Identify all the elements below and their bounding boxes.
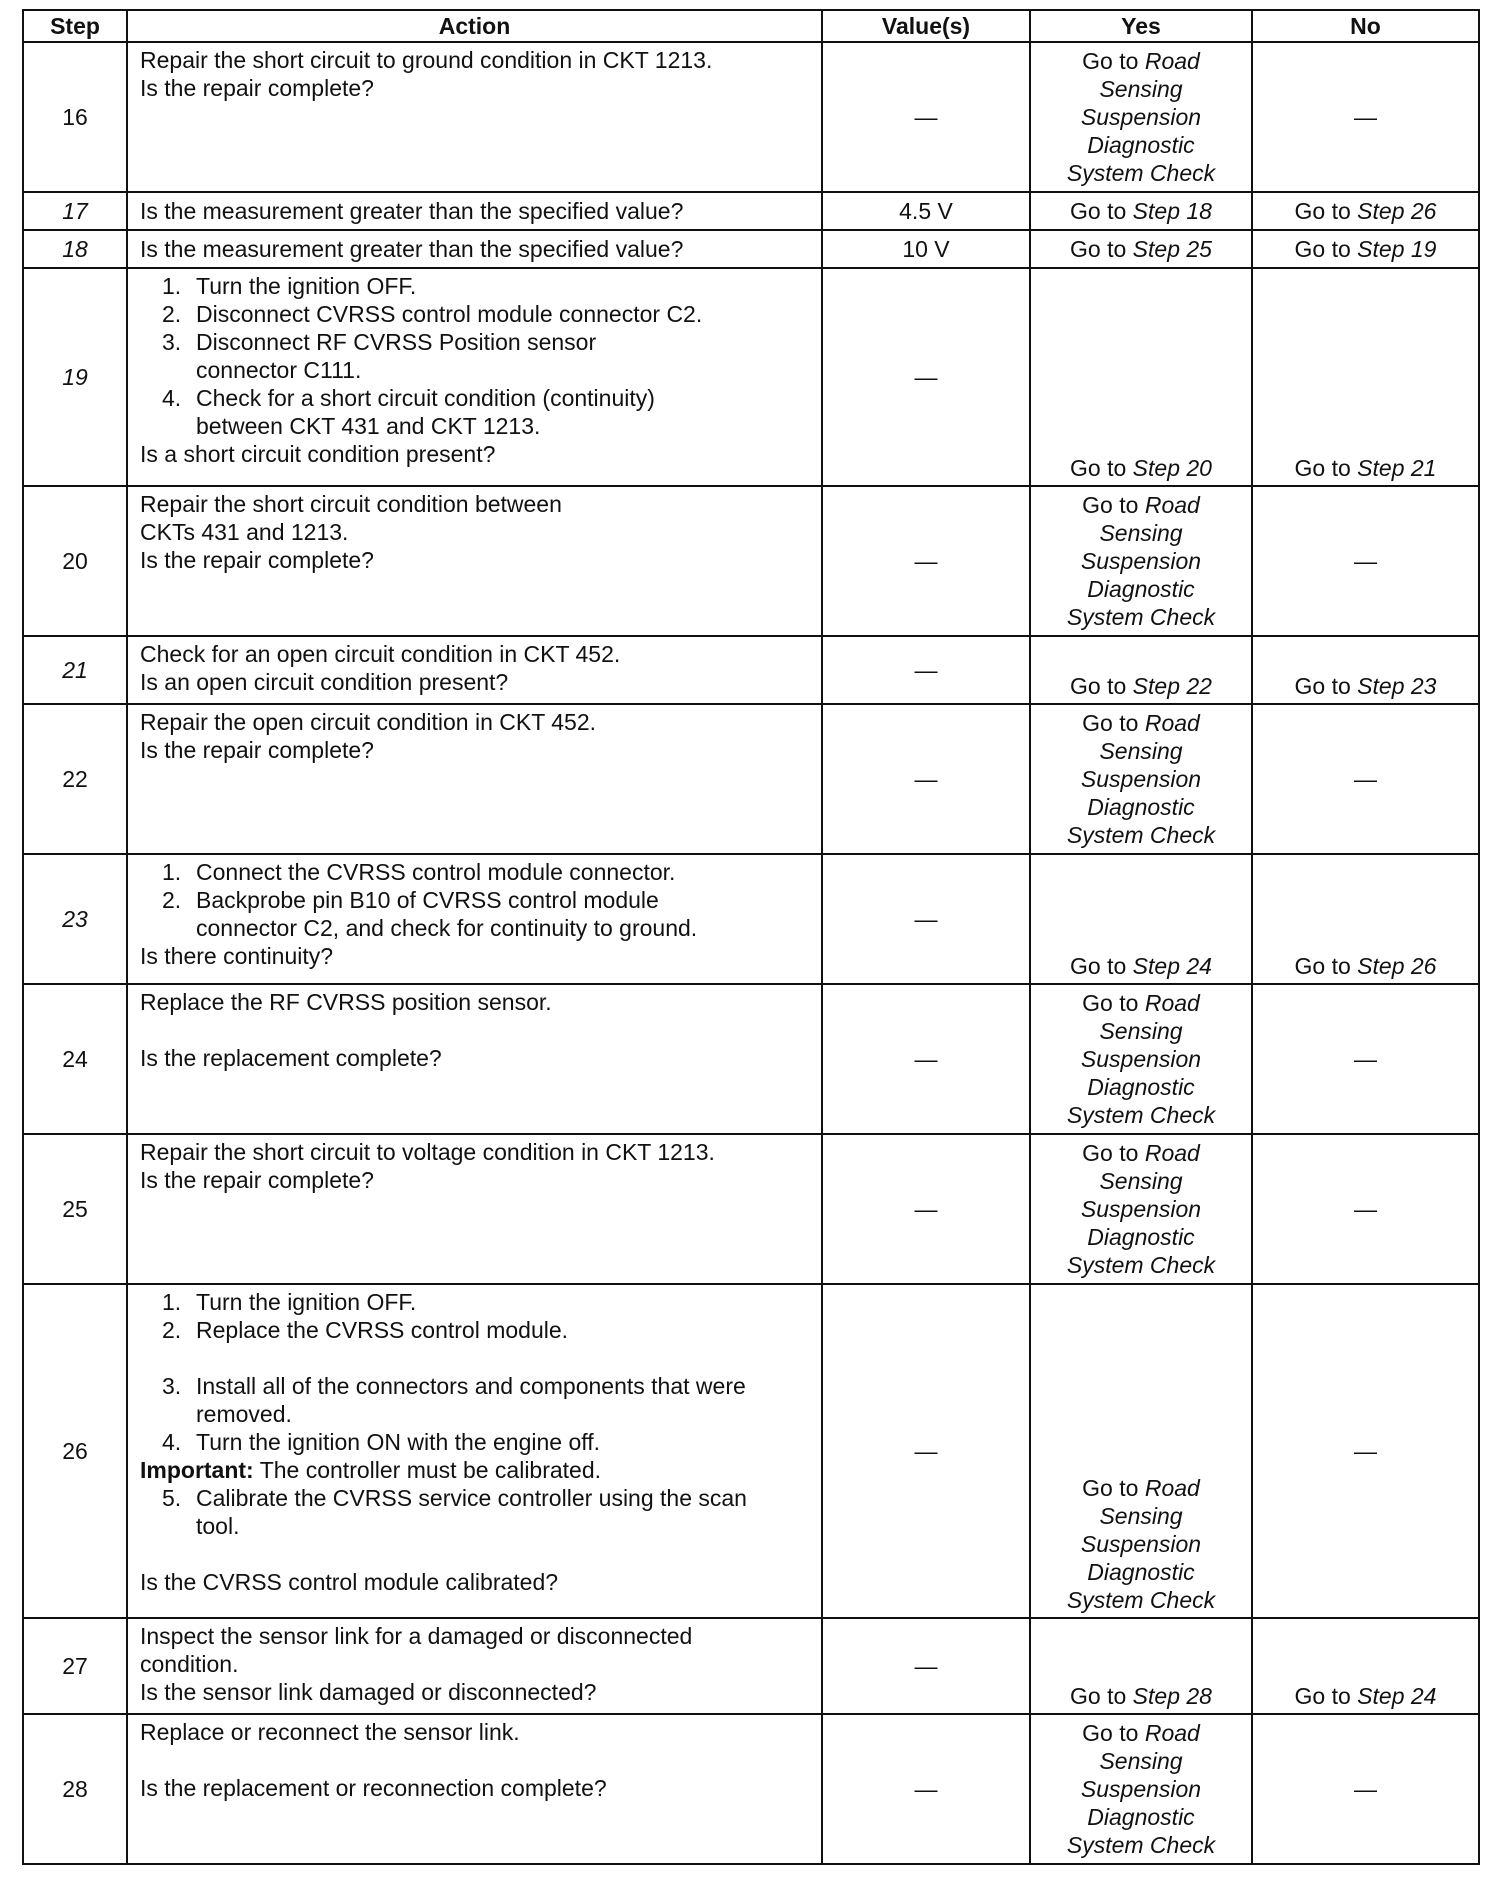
action-step: 3. Disconnect RF CVRSS Position sensor connector C111. [162,329,597,383]
goto-target: Sensing [1099,1018,1183,1044]
goto-target: Step 24 [1132,953,1212,979]
no-cell [1252,486,1479,636]
table-row [23,42,1479,192]
action-question: Is the repair complete? [140,737,374,763]
goto-target: Road [1144,710,1200,736]
goto-prefix: Go to [1294,455,1351,481]
important-label: Important: [140,1457,254,1483]
goto-target: System Check [1066,1832,1216,1858]
goto-target: Suspension [1080,104,1202,130]
action-question: Is the replacement complete? [140,1045,442,1071]
action-question: Is the measurement greater than the specified value? [127,192,822,230]
dash-value: — [1354,548,1377,574]
table-row [23,192,1479,230]
goto-target: Step 22 [1132,673,1212,699]
goto-prefix: Go to [1070,198,1127,224]
step-number: 17 [23,192,127,230]
action-step: 2. Disconnect CVRSS control module connector C2. [162,301,703,327]
goto-target: System Check [1066,1587,1216,1613]
action-text: Repair the short circuit condition between [140,491,562,517]
dash-value: — [1354,1776,1377,1802]
goto-prefix: Go to [1082,48,1139,74]
action-cell [127,486,822,636]
value-cell [822,984,1030,1134]
goto-target: Step 26 [1357,198,1437,224]
goto-target: System Check [1066,822,1216,848]
value-cell: 4.5 V [822,192,1030,230]
action-step: 2. Replace the CVRSS control module. [162,1317,569,1343]
goto-target: Sensing [1099,1748,1183,1774]
step-number: 27 [23,1618,127,1714]
header-no: No [1252,10,1479,42]
action-text: Repair the short circuit to voltage condition in CKT 1213. [140,1139,715,1165]
action-steps [140,272,809,440]
no-cell [1252,42,1479,192]
dash-value: — [914,1653,938,1679]
dash-value: — [914,104,938,130]
no-cell [1252,230,1479,268]
dash-value: — [914,548,938,574]
goto-prefix: Go to [1294,673,1351,699]
action-text: Replace the RF CVRSS position sensor. [140,989,552,1015]
action-step: 3. Install all of the connectors and components that were removed. [162,1373,746,1427]
action-cell [127,636,822,704]
step-number: 23 [23,854,127,984]
no-cell [1252,854,1479,984]
action-text: Repair the short circuit to ground condition in CKT 1213. [140,47,713,73]
action-cell [127,854,822,984]
goto-target: Suspension [1080,1776,1202,1802]
goto-target: Sensing [1099,738,1183,764]
table-row [23,636,1479,704]
step-number: 28 [23,1714,127,1864]
action-cell [127,42,822,192]
step-number: 18 [23,230,127,268]
step-number: 21 [23,636,127,704]
goto-target: Suspension [1080,1046,1202,1072]
diagnostic-table-page [22,9,1480,1865]
yes-cell [1030,42,1252,192]
goto-target: Step 19 [1357,236,1437,262]
yes-cell [1030,1284,1252,1618]
goto-target: Step 21 [1357,455,1437,481]
goto-prefix: Go to [1082,492,1139,518]
goto-target: Step 20 [1132,455,1212,481]
yes-cell [1030,704,1252,854]
action-cell [127,268,822,486]
no-cell [1252,636,1479,704]
dash-value: — [914,906,938,932]
goto-target: Sensing [1099,1503,1183,1529]
action-cell [127,704,822,854]
action-step: 1. Turn the ignition OFF. [162,273,417,299]
value-cell [822,42,1030,192]
goto-target: Diagnostic [1087,1224,1195,1250]
goto-target: System Check [1066,604,1216,630]
action-question: Is the repair complete? [140,1167,374,1193]
goto-target: Step 23 [1357,673,1437,699]
dash-value: — [914,1438,938,1464]
goto-target: System Check [1066,160,1216,186]
table-row [23,984,1479,1134]
action-question: Is the replacement or reconnection complete? [140,1775,607,1801]
goto-target: Step 24 [1357,1683,1437,1709]
value-cell: 10 V [822,230,1030,268]
step-number: 22 [23,704,127,854]
step-number: 25 [23,1134,127,1284]
yes-cell [1030,192,1252,230]
table-row [23,1714,1479,1864]
important-text: The controller must be calibrated. [259,1457,602,1483]
action-steps [140,858,809,942]
goto-prefix: Go to [1082,1140,1139,1166]
step-number: 24 [23,984,127,1134]
table-row [23,1284,1479,1618]
goto-prefix: Go to [1082,710,1139,736]
goto-prefix: Go to [1294,236,1351,262]
yes-cell [1030,636,1252,704]
action-cell [127,1284,822,1618]
goto-prefix: Go to [1294,953,1351,979]
goto-target: Diagnostic [1087,1074,1195,1100]
goto-target: Suspension [1080,1196,1202,1222]
action-steps [140,1484,809,1540]
value-cell [822,268,1030,486]
action-step: 1. Connect the CVRSS control module connector. [162,859,676,885]
goto-target: Sensing [1099,1168,1183,1194]
dash-value: — [1354,766,1377,792]
dash-value: — [914,1046,938,1072]
value-cell [822,704,1030,854]
goto-target: Road [1144,1475,1200,1501]
yes-cell [1030,230,1252,268]
action-text: Repair the open circuit condition in CKT 452. [140,709,597,735]
no-cell [1252,1134,1479,1284]
action-cell [127,1618,822,1714]
goto-target: Diagnostic [1087,1559,1195,1585]
goto-prefix: Go to [1070,953,1127,979]
goto-prefix: Go to [1070,1683,1127,1709]
important-note [140,1456,809,1484]
action-step: 2. Backprobe pin B10 of CVRSS control module connector C2, and check for continuity to ground. [162,887,698,941]
step-number: 19 [23,268,127,486]
action-cell [127,1134,822,1284]
action-step: 5. Calibrate the CVRSS service controller using the scan tool. [162,1485,747,1539]
table-row [23,268,1479,486]
goto-target: Diagnostic [1087,794,1195,820]
value-cell [822,854,1030,984]
goto-target: System Check [1066,1102,1216,1128]
header-action: Action [127,10,822,42]
action-question: Is an open circuit condition present? [140,669,509,695]
goto-target: Sensing [1099,76,1183,102]
goto-target: Diagnostic [1087,576,1195,602]
step-number: 20 [23,486,127,636]
value-cell [822,1134,1030,1284]
action-question: Is the measurement greater than the specified value? [127,230,822,268]
goto-target: Diagnostic [1087,1804,1195,1830]
table-row [23,704,1479,854]
action-step: 4. Turn the ignition ON with the engine off. [162,1429,601,1455]
value-cell [822,1618,1030,1714]
dash-value: — [914,766,938,792]
goto-prefix: Go to [1082,1475,1139,1501]
goto-target: Road [1144,990,1200,1016]
action-step: 4. Check for a short circuit condition (continuity) between CKT 431 and CKT 1213. [162,385,655,439]
yes-cell [1030,268,1252,486]
dash-value: — [1354,1196,1377,1222]
dash-value: — [914,1776,938,1802]
action-question: Is the repair complete? [140,547,374,573]
goto-target: Step 28 [1132,1683,1212,1709]
action-question: Is the CVRSS control module calibrated? [140,1569,559,1595]
goto-target: Step 26 [1357,953,1437,979]
value-cell [822,636,1030,704]
goto-target: Suspension [1080,1531,1202,1557]
goto-target: Step 25 [1132,236,1212,262]
goto-prefix: Go to [1294,1683,1351,1709]
no-cell [1252,1618,1479,1714]
table-header-row [23,10,1479,42]
yes-cell [1030,854,1252,984]
value-cell [822,486,1030,636]
goto-prefix: Go to [1070,236,1127,262]
header-values: Value(s) [822,10,1030,42]
action-question: Is the sensor link damaged or disconnected? [140,1679,597,1705]
goto-target: Road [1144,492,1200,518]
goto-target: Road [1144,1140,1200,1166]
action-text: condition. [140,1651,239,1677]
goto-target: Step 18 [1132,198,1212,224]
dash-value: — [914,657,938,683]
action-text: Replace or reconnect the sensor link. [140,1719,520,1745]
goto-target: Road [1144,48,1200,74]
goto-prefix: Go to [1082,1720,1139,1746]
step-number: 16 [23,42,127,192]
action-step: 1. Turn the ignition OFF. [162,1289,417,1315]
goto-prefix: Go to [1070,673,1127,699]
goto-target: Diagnostic [1087,132,1195,158]
dash-value: — [1354,104,1377,130]
action-question: Is there continuity? [140,943,334,969]
yes-cell [1030,1618,1252,1714]
action-cell [127,984,822,1134]
no-cell [1252,192,1479,230]
value-cell [822,1284,1030,1618]
goto-target: System Check [1066,1252,1216,1278]
table-row [23,486,1479,636]
table-row [23,854,1479,984]
action-cell [127,1714,822,1864]
yes-cell [1030,1714,1252,1864]
goto-target: Suspension [1080,766,1202,792]
dash-value: — [914,1196,938,1222]
no-cell [1252,1714,1479,1864]
dash-value: — [914,364,938,390]
action-question: Is a short circuit condition present? [140,441,496,467]
no-cell [1252,1284,1479,1618]
dash-value: — [1354,1438,1377,1464]
goto-target: Road [1144,1720,1200,1746]
action-steps [140,1288,809,1344]
goto-target: Suspension [1080,548,1202,574]
yes-cell [1030,984,1252,1134]
goto-prefix: Go to [1070,455,1127,481]
goto-prefix: Go to [1294,198,1351,224]
goto-target: Sensing [1099,520,1183,546]
dash-value: — [1354,1046,1377,1072]
action-text: Check for an open circuit condition in CKT 452. [140,641,621,667]
header-yes: Yes [1030,10,1252,42]
no-cell [1252,704,1479,854]
table-row [23,1134,1479,1284]
action-question: Is the repair complete? [140,75,374,101]
table-row [23,230,1479,268]
yes-cell [1030,1134,1252,1284]
no-cell [1252,268,1479,486]
goto-prefix: Go to [1082,990,1139,1016]
action-text: CKTs 431 and 1213. [140,519,349,545]
header-step: Step [23,10,127,42]
yes-cell [1030,486,1252,636]
diagnostic-table [22,9,1480,1865]
value-cell [822,1714,1030,1864]
action-steps [140,1372,809,1456]
no-cell [1252,984,1479,1134]
action-text: Inspect the sensor link for a damaged or disconnected [140,1623,693,1649]
table-row [23,1618,1479,1714]
step-number: 26 [23,1284,127,1618]
